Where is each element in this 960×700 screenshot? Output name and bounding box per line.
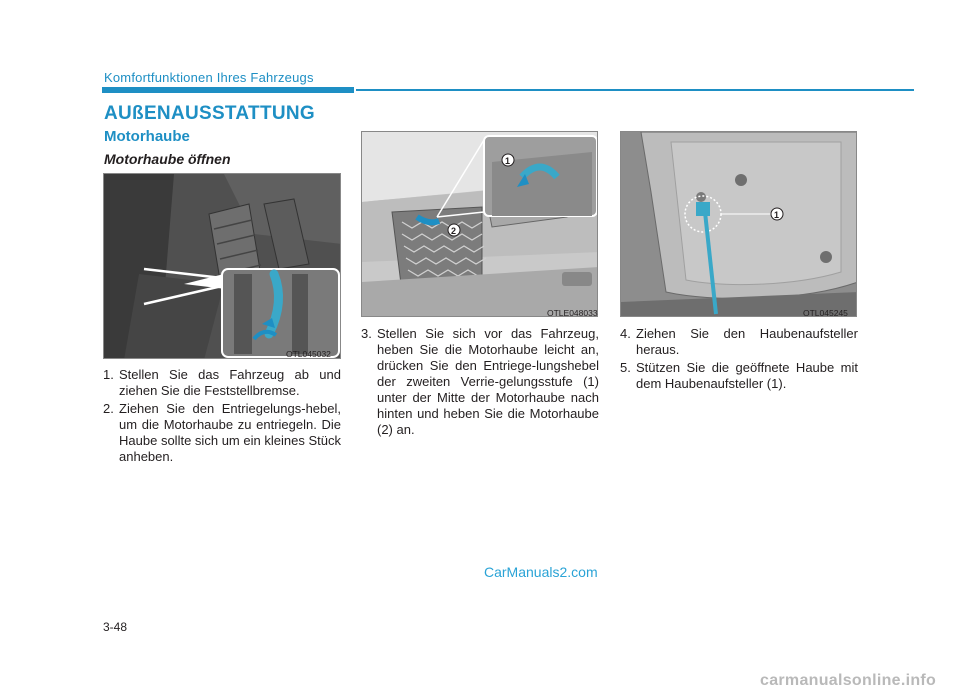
steps-column-3 (620, 326, 858, 394)
figure-code: OTL045032 (286, 349, 331, 359)
steps-column-2 (361, 326, 599, 440)
figure-hood-release-lever (103, 173, 341, 359)
watermark-link[interactable]: CarManuals2.com (484, 564, 598, 580)
step-item (103, 367, 341, 399)
figure-code: OTLE048033 (547, 308, 598, 318)
steps-column-1 (103, 367, 341, 467)
step-item (620, 360, 858, 392)
step-item (620, 326, 858, 358)
step-text: Ziehen Sie den Haubenaufsteller heraus. (636, 326, 858, 357)
subsection-title: Motorhaube (104, 128, 190, 145)
procedure-title: Motorhaube öffnen (104, 151, 231, 167)
figure-code: OTL045245 (803, 308, 848, 318)
step-number: 4. (620, 326, 631, 341)
step-number: 2. (103, 401, 114, 416)
figure-hood-stay (620, 131, 857, 317)
step-item (103, 401, 341, 465)
callout-1: 1 (774, 210, 780, 220)
step-text: Stellen Sie das Fahrzeug ab und ziehen Sie die Feststellbremse. (119, 367, 341, 398)
step-text: Ziehen Sie den Entriegelungs-hebel, um die Motorhaube zu entriegeln. Die Haube sollte sich um ein kleines Stück anheben. (119, 401, 341, 464)
figure-vehicle-front (361, 131, 598, 317)
callout-1: 1 (505, 156, 511, 166)
footwell-illustration (104, 174, 341, 359)
step-text: Stellen Sie sich vor das Fahrzeug, heben Sie die Motorhaube leicht an, drücken Sie den Entriege-lungshebel der zweiten Verrie-gelungsstufe (1) unter der Mitte der Motorhaube nach hinten und heben Sie die Motorhaube (2) an. (377, 326, 599, 437)
step-number: 3. (361, 326, 372, 341)
vehicle-front-illustration (362, 132, 598, 317)
step-number: 5. (620, 360, 631, 375)
footer-site-watermark: carmanualsonline.info (760, 672, 937, 689)
section-title: AUßENAUSSTATTUNG (104, 103, 315, 124)
chapter-header: Komfortfunktionen Ihres Fahrzeugs (104, 70, 314, 85)
step-item (361, 326, 599, 438)
hood-stay-illustration (621, 132, 857, 317)
page-number: 3-48 (103, 620, 128, 634)
step-number: 1. (103, 367, 114, 382)
callout-2: 2 (451, 226, 457, 236)
step-text: Stützen Sie die geöffnete Haube mit dem Haubenaufsteller (1). (636, 360, 858, 391)
header-bar-accent (102, 87, 354, 93)
header-rule (356, 89, 914, 91)
